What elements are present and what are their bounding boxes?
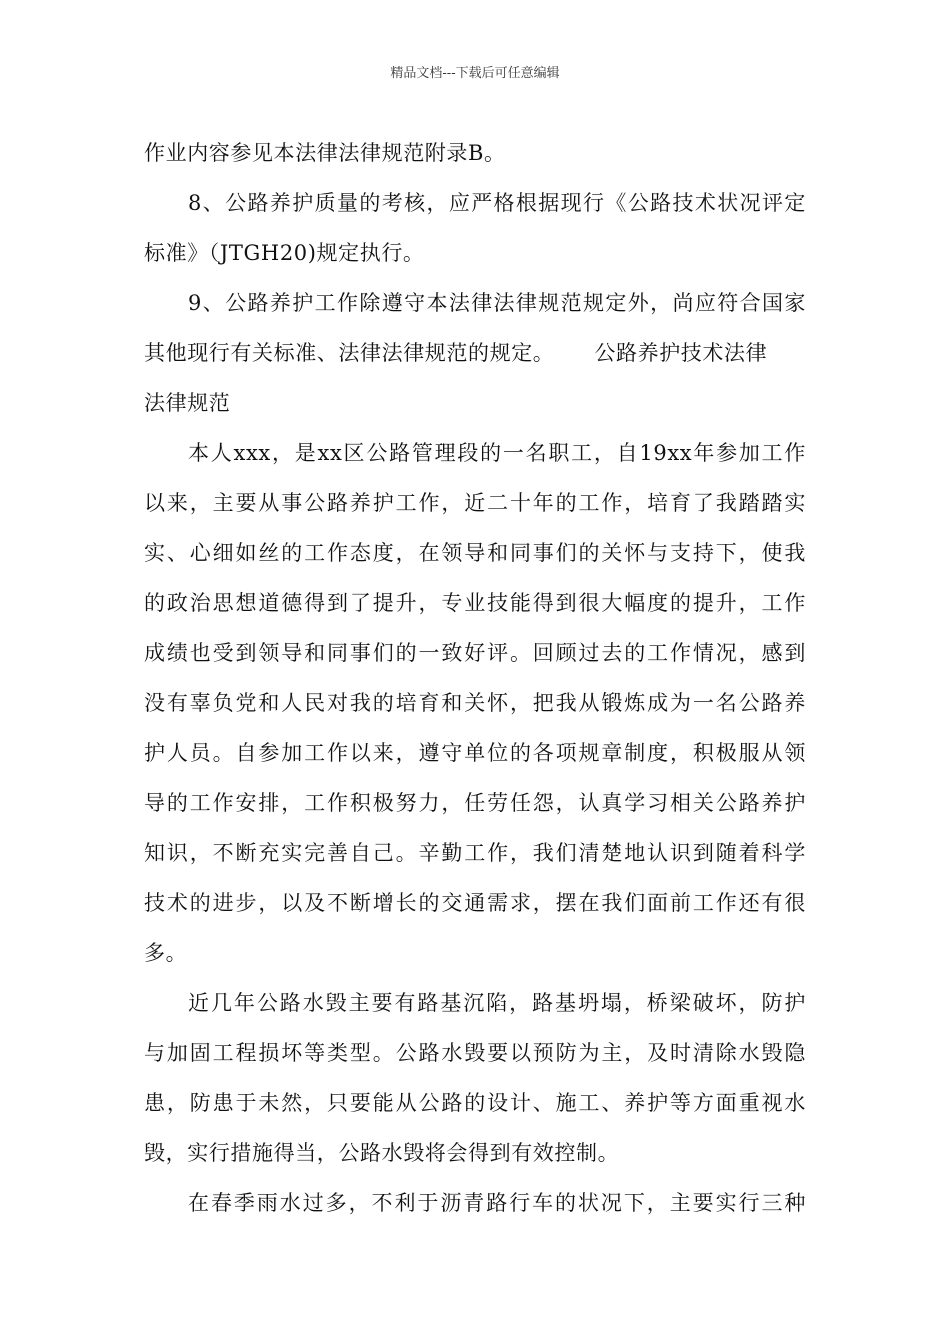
text-line [144,328,806,378]
text-line: 实、心细如丝的工作态度，在领导和同事们的关怀与支持下，使我 [144,541,806,565]
text-line: 9、公路养护工作除遵守本法律法律规范规定外，尚应符合国家 [188,291,806,315]
text-line: 导的工作安排，工作积极努力，任劳任怨，认真学习相关公路养护 [144,791,806,815]
section-title: 公路养护技术法律 [594,341,768,365]
text-line: 的政治思想道德得到了提升，专业技能得到很大幅度的提升，工作 [144,591,806,615]
text-line: 以来，主要从事公路养护工作，近二十年的工作，培育了我踏踏实 [144,491,806,515]
text-line: 与加固工程损坏等类型。公路水毁要以预防为主，及时清除水毁隐 [144,1041,806,1065]
text-line: 患，防患于未然，只要能从公路的设计、施工、养护等方面重视水 [144,1091,806,1115]
text-line: 知识，不断充实完善自己。辛勤工作，我们清楚地认识到随着科学 [144,841,806,865]
document-body [144,128,806,1228]
text-line: 本人xxx，是xx区公路管理段的一名职工，自19xx年参加工作 [188,441,806,465]
text-line: 成绩也受到领导和同事们的一致好评。回顾过去的工作情况，感到 [144,641,806,665]
text-line: 作业内容参见本法律法律规范附录B。 [144,141,506,165]
text-line: 多。 [144,941,188,965]
text-line: 毁，实行措施得当，公路水毁将会得到有效控制。 [144,1141,620,1165]
text-line: 在春季雨水过多，不利于沥青路行车的状况下，主要实行三种 [188,1191,806,1215]
text-line: 护人员。自参加工作以来，遵守单位的各项规章制度，积极服从领 [144,741,806,765]
text-line: 近几年公路水毁主要有路基沉陷，路基坍塌，桥梁破坏，防护 [188,991,806,1015]
text-line: 技术的进步，以及不断增长的交通需求，摆在我们面前工作还有很 [144,891,806,915]
text-line: 8、公路养护质量的考核，应严格根据现行《公路技术状况评定 [188,191,806,215]
text-segment: 其他现行有关标准、法律法律规范的规定。 [144,341,555,365]
page-header: 精品文档---下载后可任意编辑 [390,66,560,81]
section-title-continued: 法律规范 [144,391,231,415]
text-line: 没有辜负党和人民对我的培育和关怀，把我从锻炼成为一名公路养 [144,691,806,715]
text-line: 标准》（JTGH20)规定执行。 [144,241,425,265]
